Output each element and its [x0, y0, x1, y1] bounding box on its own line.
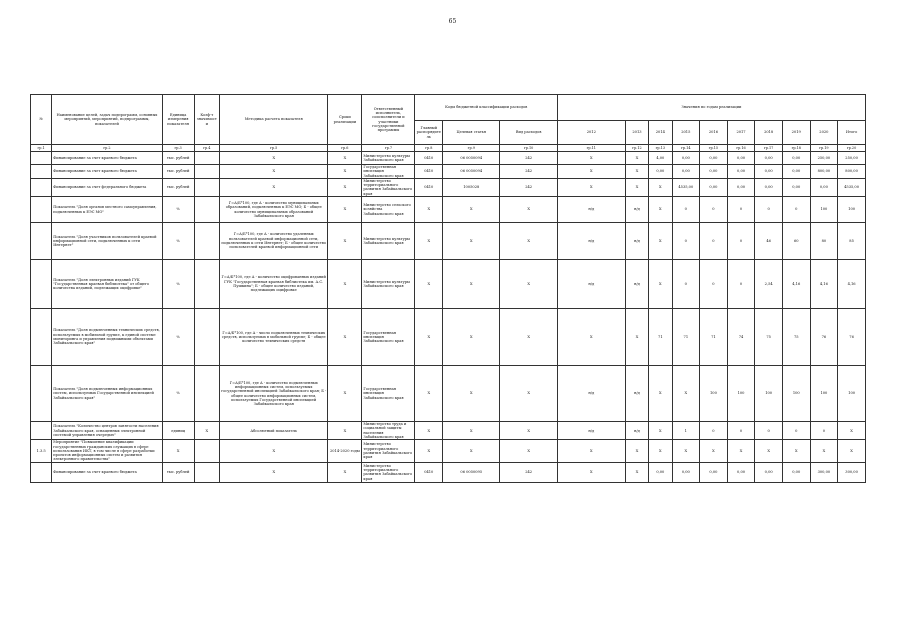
row-year-value: 0 — [727, 260, 755, 309]
column-index-cell: гр.15 — [700, 145, 728, 152]
row-responsible: Министерство территориального развития Забайкальского края — [362, 178, 415, 196]
row-year-value: 0,00 — [727, 178, 755, 196]
table-row — [31, 152, 866, 165]
row-name: Финансирование за счет краевого бюджета — [52, 165, 162, 179]
col-header-responsible: Ответственный исполнитель, соисполнители и участники государственной программы — [362, 95, 415, 145]
row-expense-type: 242 — [500, 462, 557, 482]
row-year-value: 800,00 — [838, 165, 866, 179]
row-expense-type: Х — [500, 366, 557, 422]
table-row — [31, 178, 866, 196]
row-year-value: 0,00 — [782, 178, 810, 196]
table-body — [31, 152, 866, 483]
table-row — [31, 440, 866, 462]
row-number — [31, 309, 52, 366]
year-2015: 2015 — [672, 121, 700, 145]
row-year-value: Х — [649, 178, 672, 196]
row-unit: тыс. рублей — [162, 165, 194, 179]
col-header-expense-type: Вид расходов — [500, 121, 557, 145]
row-name: Финансирование за счет краевого бюджета — [52, 462, 162, 482]
row-target-article: Х — [443, 366, 500, 422]
row-expense-type: 242 — [500, 165, 557, 179]
row-year-value: 100 — [810, 366, 838, 422]
row-year-value: 4,00 — [649, 152, 672, 165]
row-grbs-code: 0410 — [415, 152, 443, 165]
row-unit: Х — [162, 440, 194, 462]
row-name: Показатель "Доля электронных изданий ГУК "Государственная краевая библиотека" от общего количества изданий, подлежащих оцифровке" — [52, 260, 162, 309]
row-method: Г=А/Б*100, где А - количество подключенных информационных систем, используемых государственной инспекцией Забайкальского края; Б - общее количество информационных систем, используемых Государственной инспекцией Забайкальского края — [220, 366, 328, 422]
row-year-value: н/д — [557, 197, 625, 223]
row-grbs-code: 0410 — [415, 178, 443, 196]
year-2012: 2012 — [557, 121, 625, 145]
row-responsible: Министерство территориального развития Забайкальского края — [362, 440, 415, 462]
row-unit: % — [162, 260, 194, 309]
column-index-row — [31, 145, 866, 152]
row-grbs-code: Х — [415, 309, 443, 366]
row-year-value: Х — [557, 165, 625, 179]
row-year-value: н/д — [625, 260, 648, 309]
row-target-article: Х — [443, 223, 500, 260]
row-year-value: 0,00 — [672, 165, 700, 179]
row-year-value: 0 — [672, 260, 700, 309]
row-year-value: 4535,00 — [838, 178, 866, 196]
row-year-value: Х — [625, 440, 648, 462]
col-header-no: № — [31, 95, 52, 145]
row-year-value: 0 — [782, 422, 810, 440]
year-2016: 2016 — [700, 121, 728, 145]
row-year-value: 100 — [782, 366, 810, 422]
row-year-value: н/д — [557, 223, 625, 260]
row-number — [31, 260, 52, 309]
column-index-cell: гр.20 — [838, 145, 866, 152]
year-total: Итого — [838, 121, 866, 145]
column-index-cell: гр.19 — [810, 145, 838, 152]
row-year-value: Х — [557, 152, 625, 165]
row-method: Х — [220, 178, 328, 196]
row-year-value: Х — [810, 440, 838, 462]
row-year-value: Х — [557, 462, 625, 482]
row-number — [31, 462, 52, 482]
row-year-value: Х — [672, 366, 700, 422]
row-year-value: 0,00 — [727, 165, 755, 179]
row-year-value: Х — [755, 440, 783, 462]
row-name: Финансирование за счет федерального бюджета — [52, 178, 162, 196]
row-year-value: 0 — [727, 223, 755, 260]
column-index-cell: гр.2 — [52, 145, 162, 152]
row-year-value: Х — [727, 440, 755, 462]
row-year-value: н/д — [625, 223, 648, 260]
col-header-method: Методика расчета показателя — [220, 95, 328, 145]
row-year-value: Х — [838, 440, 866, 462]
row-term: Х — [328, 178, 362, 196]
row-year-value: 0,00 — [649, 165, 672, 179]
row-year-value: 0,00 — [672, 152, 700, 165]
row-year-value: н/д — [557, 366, 625, 422]
column-index-cell: гр.9 — [443, 145, 500, 152]
row-name: Показатель "Доля подключенных информационных систем, используемых Государственной инспекцией Забайкальского края" — [52, 366, 162, 422]
row-unit: % — [162, 309, 194, 366]
row-responsible: Министерство территориального развития Забайкальского края — [362, 462, 415, 482]
row-unit: % — [162, 197, 194, 223]
row-coefficient — [194, 152, 219, 165]
col-header-name: Наименование целей, задач подпрограмм, основных мероприятий, мероприятий, подпрограммы, показателей — [52, 95, 162, 145]
row-year-value: 46 — [755, 223, 783, 260]
row-year-value: Х — [700, 440, 728, 462]
row-coefficient — [194, 366, 219, 422]
column-index-cell: гр.8 — [415, 145, 443, 152]
row-year-value: 2,54 — [755, 260, 783, 309]
row-term: Х — [328, 165, 362, 179]
row-grbs-code: 0410 — [415, 462, 443, 482]
row-coefficient — [194, 309, 219, 366]
row-year-value: Х — [838, 422, 866, 440]
row-unit: % — [162, 223, 194, 260]
row-responsible: Государственная инспекция Забайкальского края — [362, 165, 415, 179]
table-row — [31, 165, 866, 179]
row-target-article: 06 0050094 — [443, 165, 500, 179]
row-responsible: Министерство культуры Забайкальского края — [362, 152, 415, 165]
row-method: Г=А/Б*100, где А - количество оцифрованных изданий ГУК "Государственная краевая библиотека им. А.С. Пушкина"; Б - общее количество изданий, подлежащих оцифровке — [220, 260, 328, 309]
row-year-value: Х — [625, 178, 648, 196]
row-year-value: 0,00 — [700, 178, 728, 196]
column-index-cell: гр.3 — [162, 145, 194, 152]
row-year-value: Х — [649, 223, 672, 260]
row-year-value: 4535,00 — [672, 178, 700, 196]
row-term: Х — [328, 462, 362, 482]
row-year-value: 0,00 — [782, 152, 810, 165]
row-year-value: 0,00 — [782, 165, 810, 179]
row-unit: тыс. рублей — [162, 152, 194, 165]
row-year-value: 0 — [672, 197, 700, 223]
row-name: Мероприятие "Повышение квалификации государственных гражданских служащих в сфере использования ИКТ, в том числе в сфере разработки проектов информационных систем и развития электронного правительства" — [52, 440, 162, 462]
row-year-value: Х — [625, 309, 648, 366]
col-header-target-article: Целевая статья — [443, 121, 500, 145]
row-year-value: 0,00 — [700, 462, 728, 482]
row-year-value: Х — [672, 440, 700, 462]
row-coefficient — [194, 223, 219, 260]
row-target-article: 06 0050094 — [443, 152, 500, 165]
row-grbs-code: Х — [415, 422, 443, 440]
row-year-value: н/д — [625, 366, 648, 422]
year-2014: 2014 — [649, 121, 672, 145]
row-grbs-code: Х — [415, 366, 443, 422]
row-year-value: 0,00 — [672, 462, 700, 482]
year-2017: 2017 — [727, 121, 755, 145]
row-unit: тыс. рублей — [162, 178, 194, 196]
row-target-article: Х — [443, 309, 500, 366]
year-2019: 2019 — [782, 121, 810, 145]
row-year-value: 100 — [810, 197, 838, 223]
row-year-value: 0,00 — [755, 178, 783, 196]
row-unit: единиц — [162, 422, 194, 440]
row-grbs-code: 0410 — [415, 165, 443, 179]
row-responsible: Министерство культуры Забайкальского края — [362, 223, 415, 260]
row-number — [31, 165, 52, 179]
row-year-value: 100 — [700, 366, 728, 422]
row-coefficient — [194, 165, 219, 179]
row-target-article: Х — [443, 440, 500, 462]
row-coefficient — [194, 178, 219, 196]
row-year-value: 100 — [727, 366, 755, 422]
row-name: Показатель "Доля участников пользователей краевой информационной сети, подключенных к сети Интернет" — [52, 223, 162, 260]
row-name: Показатель "Количество центров занятости населения Забайкальского края, оснащенных электронной системой управления очередью" — [52, 422, 162, 440]
row-year-value: Х — [557, 309, 625, 366]
row-year-value: 0,00 — [810, 178, 838, 196]
row-coefficient — [194, 197, 219, 223]
row-year-value: 0,00 — [727, 462, 755, 482]
row-year-value: 0 — [672, 223, 700, 260]
row-grbs-code: Х — [415, 197, 443, 223]
row-coefficient: Х — [194, 422, 219, 440]
col-header-unit: Единица измерения показателя — [162, 95, 194, 145]
row-year-value: 0,00 — [755, 152, 783, 165]
column-index-cell: гр.16 — [727, 145, 755, 152]
year-2020: 2020 — [810, 121, 838, 145]
row-year-value: 800,00 — [810, 165, 838, 179]
row-responsible: Министерство труда и социальной защиты населения Забайкальского края — [362, 422, 415, 440]
row-year-value: 74 — [727, 309, 755, 366]
row-term: Х — [328, 223, 362, 260]
row-year-value: 75 — [782, 309, 810, 366]
row-year-value: 100 — [755, 366, 783, 422]
row-year-value: Х — [649, 366, 672, 422]
table-row — [31, 197, 866, 223]
row-year-value: Х — [649, 422, 672, 440]
row-coefficient — [194, 440, 219, 462]
row-year-value: 0 — [782, 197, 810, 223]
row-year-value: 0 — [755, 197, 783, 223]
row-year-value: Х — [557, 178, 625, 196]
col-header-grbs: Главный распорядитель — [415, 121, 443, 145]
row-target-article: 06 0050095 — [443, 462, 500, 482]
row-grbs-code: Х — [415, 440, 443, 462]
row-year-value: Х — [625, 165, 648, 179]
row-expense-type: Х — [500, 422, 557, 440]
row-year-value: н/д — [625, 422, 648, 440]
page-number: 65 — [448, 18, 457, 25]
row-expense-type: Х — [500, 440, 557, 462]
row-year-value: 76 — [810, 309, 838, 366]
row-year-value: 300,00 — [810, 462, 838, 482]
row-unit: тыс. рублей — [162, 462, 194, 482]
row-year-value: 60 — [782, 223, 810, 260]
year-2013: 2013 — [625, 121, 648, 145]
row-responsible: Государственная инспекция Забайкальского края — [362, 366, 415, 422]
row-term: Х — [328, 366, 362, 422]
row-unit: % — [162, 366, 194, 422]
column-index-cell: гр.11 — [557, 145, 625, 152]
row-method: Г=А/Б*100, где А - число подключенных технических средств, используемых в мобильной группе; Б - общее количество технических средств — [220, 309, 328, 366]
column-index-cell: гр.17 — [755, 145, 783, 152]
table-row — [31, 260, 866, 309]
row-term: Х — [328, 260, 362, 309]
row-expense-type: Х — [500, 197, 557, 223]
row-number — [31, 178, 52, 196]
row-year-value: Х — [782, 440, 810, 462]
program-table — [30, 94, 866, 483]
table-row — [31, 462, 866, 482]
row-expense-type: Х — [500, 260, 557, 309]
row-year-value: 1 — [672, 422, 700, 440]
row-year-value: 4,16 — [838, 260, 866, 309]
row-method: Х — [220, 165, 328, 179]
table-row — [31, 422, 866, 440]
row-coefficient — [194, 462, 219, 482]
row-year-value: 250,00 — [810, 152, 838, 165]
row-year-value: 80 — [810, 223, 838, 260]
row-year-value: 0,00 — [755, 165, 783, 179]
row-number — [31, 152, 52, 165]
row-method: Х — [220, 462, 328, 482]
row-responsible: Министерство сельского хозяйства Забайкальского края — [362, 197, 415, 223]
row-name: Показатель "Доля органов местного самоуправления, подключенных к ЕЭС МО" — [52, 197, 162, 223]
row-year-value: Х — [649, 440, 672, 462]
row-year-value: 76 — [838, 309, 866, 366]
column-index-cell: гр.7 — [362, 145, 415, 152]
row-year-value: Х — [649, 260, 672, 309]
row-year-value: Х — [625, 462, 648, 482]
row-year-value: Х — [649, 197, 672, 223]
table-row — [31, 223, 866, 260]
row-expense-type: 242 — [500, 178, 557, 196]
row-year-value: 4,16 — [810, 260, 838, 309]
row-year-value: 0 — [727, 422, 755, 440]
row-year-value: 0,00 — [755, 462, 783, 482]
row-year-value: 71 — [700, 309, 728, 366]
row-year-value: 250,00 — [838, 152, 866, 165]
row-year-value: н/д — [557, 260, 625, 309]
row-year-value: 85 — [838, 223, 866, 260]
row-year-value: 4,16 — [782, 260, 810, 309]
row-year-value: 300,00 — [838, 462, 866, 482]
row-method: Г=А/Б*100, где А - количество муниципальных образований, подключенных к ЕЭС МО; Б - общее количество муниципальных образований Забайкальского края — [220, 197, 328, 223]
row-number — [31, 197, 52, 223]
row-expense-type: Х — [500, 309, 557, 366]
row-target-article: Х — [443, 197, 500, 223]
row-coefficient — [194, 260, 219, 309]
row-year-value: 0 — [700, 422, 728, 440]
row-year-value: 0 — [727, 197, 755, 223]
row-year-value: 0 — [700, 223, 728, 260]
row-year-value: 75 — [755, 309, 783, 366]
row-term: 2014-2020 годы — [328, 440, 362, 462]
row-term: Х — [328, 309, 362, 366]
row-target-article: Х — [443, 422, 500, 440]
table-row — [31, 309, 866, 366]
column-index-cell: гр.6 — [328, 145, 362, 152]
row-year-value: Х — [625, 152, 648, 165]
row-year-value: 71 — [649, 309, 672, 366]
row-term: Х — [328, 152, 362, 165]
year-2018: 2018 — [755, 121, 783, 145]
row-year-value: 100 — [838, 366, 866, 422]
row-method: Абсолютный показатель — [220, 422, 328, 440]
col-header-term: Сроки реализации — [328, 95, 362, 145]
column-index-cell: гр.14 — [672, 145, 700, 152]
column-index-cell: гр.1 — [31, 145, 52, 152]
row-year-value: н/д — [625, 197, 648, 223]
row-number: 1.3.5 — [31, 440, 52, 462]
column-index-cell: гр.10 — [500, 145, 557, 152]
row-responsible: Государственная инспекция Забайкальского края — [362, 309, 415, 366]
row-year-value: 0,00 — [727, 152, 755, 165]
row-expense-type: 242 — [500, 152, 557, 165]
row-responsible: Министерство культуры Забайкальского края — [362, 260, 415, 309]
row-year-value: 0 — [755, 422, 783, 440]
row-number — [31, 366, 52, 422]
table-row — [31, 366, 866, 422]
row-expense-type: Х — [500, 223, 557, 260]
row-year-value: 0 — [700, 260, 728, 309]
column-index-cell: гр.4 — [194, 145, 219, 152]
col-header-budget-codes: Коды бюджетной классификации расходов — [415, 95, 557, 121]
row-number — [31, 422, 52, 440]
row-year-value: 0,00 — [700, 152, 728, 165]
row-grbs-code: Х — [415, 260, 443, 309]
row-year-value: 100 — [838, 197, 866, 223]
col-header-coef: Коэф-т значимости — [194, 95, 219, 145]
row-year-value: 0 — [700, 197, 728, 223]
row-target-article: Х — [443, 260, 500, 309]
column-index-cell: гр.13 — [649, 145, 672, 152]
row-year-value: н/д — [557, 422, 625, 440]
row-year-value: 71 — [672, 309, 700, 366]
row-term: Х — [328, 197, 362, 223]
row-year-value: Х — [557, 440, 625, 462]
row-year-value: 0,00 — [700, 165, 728, 179]
row-target-article: 1005028 — [443, 178, 500, 196]
column-index-cell: гр.12 — [625, 145, 648, 152]
column-index-cell: гр.18 — [782, 145, 810, 152]
row-name: Показатель "Доля подключенных технических средств, используемых в мобильной группе, к единой системе мониторинга и управления подвижными объектами Забайкальского края" — [52, 309, 162, 366]
row-name: Финансирование за счет краевого бюджета — [52, 152, 162, 165]
row-grbs-code: Х — [415, 223, 443, 260]
row-term: Х — [328, 422, 362, 440]
column-index-cell: гр.5 — [220, 145, 328, 152]
row-year-value: 0,00 — [782, 462, 810, 482]
col-header-year-values: Значения по годам реализации — [557, 95, 865, 121]
row-number — [31, 223, 52, 260]
row-method: Х — [220, 152, 328, 165]
row-year-value: 0,00 — [649, 462, 672, 482]
row-method: Х — [220, 440, 328, 462]
row-method: Г=А/Б*100, где А - количество удаленных пользователей краевой информационной сети, подключенных к сети Интернет; Б - общее количество пользователей краевой информационной сети — [220, 223, 328, 260]
row-year-value: 0 — [810, 422, 838, 440]
